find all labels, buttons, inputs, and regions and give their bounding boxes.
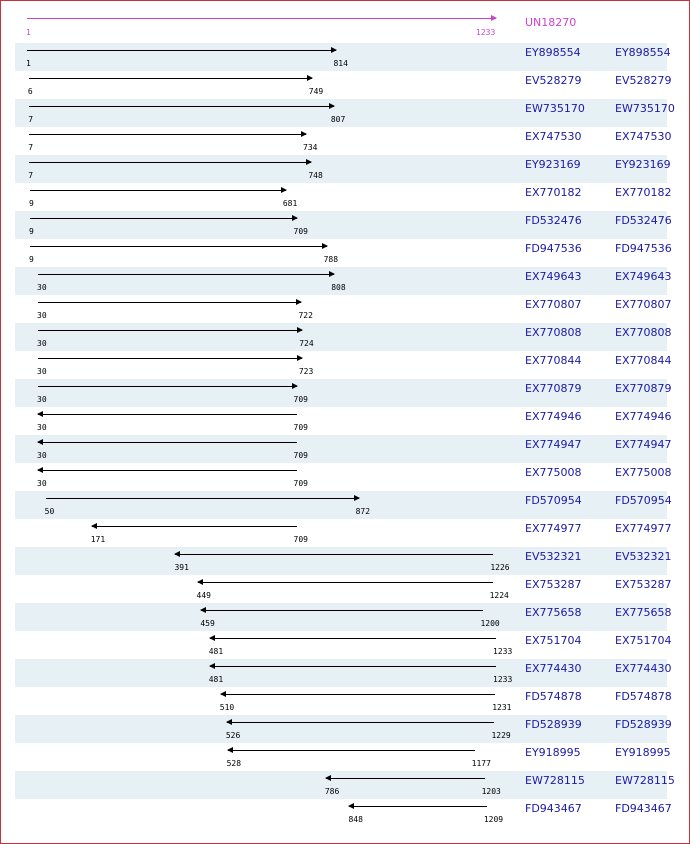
alignment-start-label: 391 [174,563,189,572]
sequence-id-link[interactable]: FD528939 [525,718,582,731]
forward-alignment-arrow [38,302,301,303]
forward-alignment-arrow [38,330,302,331]
alignment-end-label: 1209 [483,815,504,824]
alignment-row [15,799,672,827]
alignment-end-label: 872 [355,507,371,516]
sequence-id-link-secondary[interactable]: EX749643 [615,270,672,283]
alignment-end-label: 1224 [489,591,509,600]
reverse-alignment-arrow [349,806,486,807]
sequence-id-link[interactable]: FD947536 [525,242,582,255]
reference-end-label: 1233 [476,28,496,37]
sequence-id-link[interactable]: EX774946 [525,410,582,423]
sequence-id-link-secondary[interactable]: FD532476 [615,214,672,227]
sequence-id-link-secondary[interactable]: EW728115 [615,774,675,787]
alignment-end-label: 709 [293,479,308,488]
sequence-id-link-secondary[interactable]: EX770808 [615,326,672,339]
sequence-id-link[interactable]: EX770808 [525,326,582,339]
forward-alignment-arrow [29,134,306,135]
sequence-id-link-secondary[interactable]: FD943467 [615,802,672,815]
sequence-id-link[interactable]: EX770182 [525,186,582,199]
alignment-start-label: 526 [225,731,241,740]
alignment-end-label: 1177 [471,759,491,768]
alignment-start-label: 30 [37,283,47,292]
alignment-row [15,407,672,435]
sequence-id-link[interactable]: FD574878 [525,690,582,703]
sequence-id-link-secondary[interactable]: EX753287 [615,578,672,591]
alignment-start-label: 459 [200,619,215,628]
reference-start-label: 1 [26,28,31,37]
alignment-row [15,743,671,771]
alignment-end-label: 814 [333,59,348,68]
reverse-alignment-arrow [221,694,495,695]
sequence-id-link[interactable]: FD532476 [525,214,582,227]
reference-id-link[interactable]: UN18270 [525,16,577,29]
sequence-id-link[interactable]: EX770807 [525,298,582,311]
reverse-alignment-arrow [228,750,475,751]
reverse-alignment-arrow [198,582,493,583]
forward-alignment-arrow [38,274,334,275]
sequence-id-link[interactable]: EY918995 [525,746,581,759]
sequence-id-link-secondary[interactable]: EY923169 [615,158,671,171]
alignment-row [15,547,672,575]
sequence-id-link-secondary[interactable]: EX747530 [615,130,672,143]
alignment-start-label: 528 [226,759,242,768]
alignment-row [15,687,672,715]
alignment-start-label: 7 [28,115,34,124]
reverse-alignment-arrow [175,554,493,555]
alignment-start-label: 481 [208,675,224,684]
alignment-row [15,715,672,743]
sequence-id-link-secondary[interactable]: EW735170 [615,102,675,115]
alignment-end-label: 748 [308,171,323,180]
alignment-start-label: 786 [324,787,340,796]
forward-alignment-arrow [30,218,296,219]
sequence-id-link-secondary[interactable]: EX751704 [615,634,672,647]
alignment-end-label: 749 [308,87,324,96]
sequence-id-link[interactable]: EX747530 [525,130,582,143]
sequence-id-link-secondary[interactable]: EX774430 [615,662,672,675]
forward-alignment-arrow [29,162,311,163]
alignment-row [15,771,675,799]
reverse-alignment-arrow [210,638,496,639]
alignment-start-label: 481 [208,647,224,656]
sequence-id-link-secondary[interactable]: EX770879 [615,382,672,395]
alignment-end-label: 1200 [480,619,500,628]
reverse-alignment-arrow [38,414,296,415]
sequence-id-link[interactable]: EV528279 [525,74,582,87]
alignment-end-label: 723 [298,367,314,376]
reference-row [15,11,667,41]
alignment-end-label: 1229 [491,731,511,740]
alignment-end-label: 1233 [493,647,513,656]
sequence-id-link-secondary[interactable]: EX770844 [615,354,672,367]
alignment-end-label: 788 [323,255,339,264]
alignment-row [15,99,675,127]
sequence-id-link-secondary[interactable]: EX770807 [615,298,672,311]
alignment-row [15,659,672,687]
alignment-row [15,267,672,295]
sequence-id-link-secondary[interactable]: EX770182 [615,186,672,199]
alignment-start-label: 30 [37,479,47,488]
alignment-start-label: 7 [28,143,34,152]
alignment-end-label: 1203 [481,787,501,796]
alignment-start-label: 848 [348,815,363,824]
reverse-alignment-arrow [201,610,483,611]
sequence-id-link[interactable]: EX770879 [525,382,582,395]
forward-alignment-arrow [38,358,302,359]
alignment-end-label: 709 [293,395,308,404]
alignment-row [15,211,672,239]
sequence-id-link-secondary[interactable]: FD528939 [615,718,672,731]
alignment-row [15,351,672,379]
sequence-id-link[interactable]: EY898554 [525,46,581,59]
sequence-id-link[interactable]: EW728115 [525,774,585,787]
alignment-row [15,491,672,519]
sequence-id-link[interactable]: EW735170 [525,102,585,115]
sequence-id-link[interactable]: EX749643 [525,270,582,283]
reverse-alignment-arrow [92,526,297,527]
alignment-row [15,435,672,463]
alignment-start-label: 171 [90,535,106,544]
alignment-end-label: 807 [330,115,346,124]
alignment-end-label: 709 [293,451,308,460]
forward-alignment-arrow [27,50,336,51]
alignment-end-label: 709 [293,227,308,236]
alignment-end-label: 1233 [493,675,513,684]
sequence-id-link-secondary[interactable]: FD947536 [615,242,672,255]
alignment-start-label: 510 [219,703,235,712]
alignment-start-label: 50 [44,507,55,516]
sequence-id-link-secondary[interactable]: EX775658 [615,606,672,619]
forward-alignment-arrow [46,498,359,499]
sequence-id-link[interactable]: EX775008 [525,466,582,479]
alignment-rows [15,43,675,827]
sequence-id-link-secondary[interactable]: FD570954 [615,494,672,507]
reverse-alignment-arrow [38,442,296,443]
alignment-row [15,183,672,211]
sequence-id-link[interactable]: EX775658 [525,606,582,619]
reverse-alignment-arrow [227,722,495,723]
alignment-row [15,603,672,631]
alignment-start-label: 6 [27,87,33,96]
alignment-row [15,127,672,155]
sequence-id-link[interactable]: EY923169 [525,158,581,171]
alignment-start-label: 449 [196,591,211,600]
sequence-id-link[interactable]: EX774947 [525,438,582,451]
alignment-start-label: 30 [37,423,47,432]
forward-alignment-arrow [29,78,312,79]
alignment-start-label: 30 [37,367,47,376]
sequence-id-link-secondary[interactable]: EX774947 [615,438,672,451]
alignment-start-label: 30 [37,311,47,320]
sequence-id-link[interactable]: EX770844 [525,354,582,367]
alignment-end-label: 709 [293,423,308,432]
sequence-id-link[interactable]: EV532321 [525,550,582,563]
alignment-row [15,379,672,407]
sequence-id-link-secondary[interactable]: EY918995 [615,746,671,759]
reverse-alignment-arrow [210,666,496,667]
alignment-end-label: 808 [331,283,346,292]
alignment-start-label: 30 [37,395,47,404]
alignment-end-label: 709 [293,535,308,544]
alignment-row [15,519,672,547]
alignment-end-label: 1231 [492,703,512,712]
alignment-start-label: 30 [37,451,47,460]
alignment-row [15,575,672,603]
sequence-id-link[interactable]: EX774977 [525,522,582,535]
sequence-id-link[interactable]: FD943467 [525,802,582,815]
alignment-row [15,463,672,491]
reverse-alignment-arrow [38,470,296,471]
sequence-id-link[interactable]: EX753287 [525,578,582,591]
alignment-row [15,43,671,71]
sequence-id-link[interactable]: EX751704 [525,634,582,647]
forward-alignment-arrow [30,190,286,191]
alignment-row [15,239,672,267]
reverse-alignment-arrow [326,778,485,779]
sequence-id-link-secondary[interactable]: FD574878 [615,690,672,703]
alignment-row [15,155,671,183]
alignment-start-label: 9 [29,199,34,208]
reference-track [27,18,496,19]
sequence-id-link-secondary[interactable]: EV532321 [615,550,672,563]
forward-alignment-arrow [30,246,327,247]
alignment-start-label: 7 [28,171,34,180]
alignment-row [15,71,672,99]
sequence-id-link[interactable]: EX774430 [525,662,582,675]
sequence-id-link-secondary[interactable]: EY898554 [615,46,671,59]
alignment-end-label: 734 [303,143,318,152]
alignment-row [15,631,672,659]
alignment-start-label: 9 [29,255,34,264]
alignment-end-label: 681 [282,199,298,208]
alignment-row [15,295,672,323]
sequence-id-link-secondary[interactable]: EX775008 [615,466,672,479]
alignment-start-label: 30 [37,339,47,348]
forward-alignment-arrow [38,386,296,387]
alignment-end-label: 722 [298,311,313,320]
sequence-id-link[interactable]: FD570954 [525,494,582,507]
forward-alignment-arrow [29,106,334,107]
alignment-start-label: 1 [26,59,31,68]
alignment-end-label: 1226 [490,563,510,572]
sequence-id-link-secondary[interactable]: EX774946 [615,410,672,423]
alignment-end-label: 724 [299,339,314,348]
sequence-id-link-secondary[interactable]: EV528279 [615,74,672,87]
alignment-start-label: 9 [29,227,34,236]
alignment-row [15,323,672,351]
sequence-id-link-secondary[interactable]: EX774977 [615,522,672,535]
